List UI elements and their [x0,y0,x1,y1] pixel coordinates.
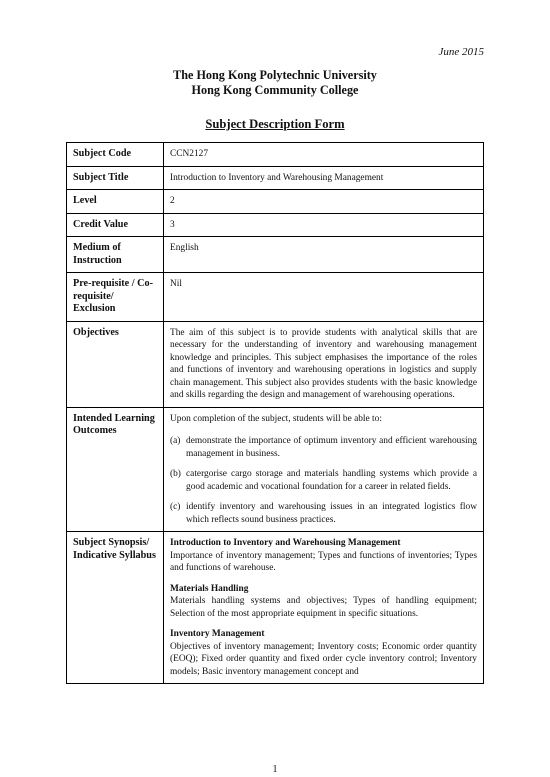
outcome-item [170,435,477,460]
synopsis-label: Subject Synopsis/ Indicative Syllabus [67,532,164,684]
outcome-marker: (c) [170,502,181,512]
objectives-label: Objectives [67,321,164,407]
outcome-marker: (b) [170,469,181,479]
row-medium-of-instruction [67,237,484,273]
subject-code-value: CCN2127 [164,143,484,167]
outcome-text: catergorise cargo storage and materials handling systems which provide a good academic and vocational foundation for a career in related fields. [186,469,477,492]
row-subject-code [67,143,484,167]
university-name: The Hong Kong Polytechnic University [173,68,377,82]
syllabus-section [170,537,477,575]
medium-value: English [164,237,484,273]
row-objectives [67,321,484,407]
outcome-text: identify inventory and warehousing issues in an integrated logistics flow which reflects sound business practices. [186,502,477,525]
subject-description-table [66,142,484,684]
syllabus-section [170,628,477,678]
prerequisite-value: Nil [164,273,484,322]
outcome-item [170,501,477,526]
outcomes-label: Intended Learning Outcomes [67,407,164,532]
college-name: Hong Kong Community College [191,83,359,97]
level-label: Level [67,190,164,214]
credit-value-value: 3 [164,213,484,237]
row-credit-value [67,213,484,237]
medium-label: Medium of Instruction [67,237,164,273]
outcomes-intro: Upon completion of the subject, students will be able to: [170,413,382,424]
syllabus-section-text: Materials handling systems and objectives; Types of handling equipment; Selection of the most appropriate equipment in specific situations. [170,596,477,619]
row-prerequisite [67,273,484,322]
form-title: Subject Description Form [205,117,345,131]
prerequisite-label: Pre-requisite / Co-requisite/ Exclusion [67,273,164,322]
row-subject-title [67,166,484,190]
outcome-marker: (a) [170,436,181,446]
outcome-item [170,468,477,493]
syllabus-section [170,583,477,621]
objectives-value: The aim of this subject is to provide students with analytical skills that are necessary for the understanding of inventory and warehousing management knowledge and principles. This subject emphasises the importance of the roles and functions of inventory and warehousing operations in logistics and supply chain management. This subject also provides students with the basic knowledge and skills regarding the design and management of warehousing operations. [164,321,484,407]
syllabus-section-text: Importance of inventory management; Types and functions of inventories; Types and functions of warehouse. [170,550,477,573]
institution-header [0,68,550,98]
row-level [67,190,484,214]
syllabus-section-heading: Inventory Management [170,629,265,639]
row-intended-learning-outcomes [67,407,484,532]
syllabus-section-heading: Introduction to Inventory and Warehousing Management [170,538,401,548]
syllabus-section-text: Objectives of inventory management; Inventory costs; Economic order quantity (EOQ); Fixed order quantity and fixed order cycle inventory control; Inventory models; Basic inventory management concept and [170,641,477,677]
level-value: 2 [164,190,484,214]
document-date: June 2015 [438,46,484,58]
row-subject-synopsis [67,532,484,684]
page-number: 1 [272,764,278,775]
syllabus-section-heading: Materials Handling [170,583,249,594]
subject-title-value: Introduction to Inventory and Warehousing Management [164,166,484,190]
subject-code-label: Subject Code [67,143,164,167]
outcome-text: demonstrate the importance of optimum inventory and efficient warehousing management in business. [186,436,477,459]
outcomes-value [164,407,484,532]
credit-value-label: Credit Value [67,213,164,237]
subject-title-label: Subject Title [67,166,164,190]
synopsis-value [164,532,484,684]
